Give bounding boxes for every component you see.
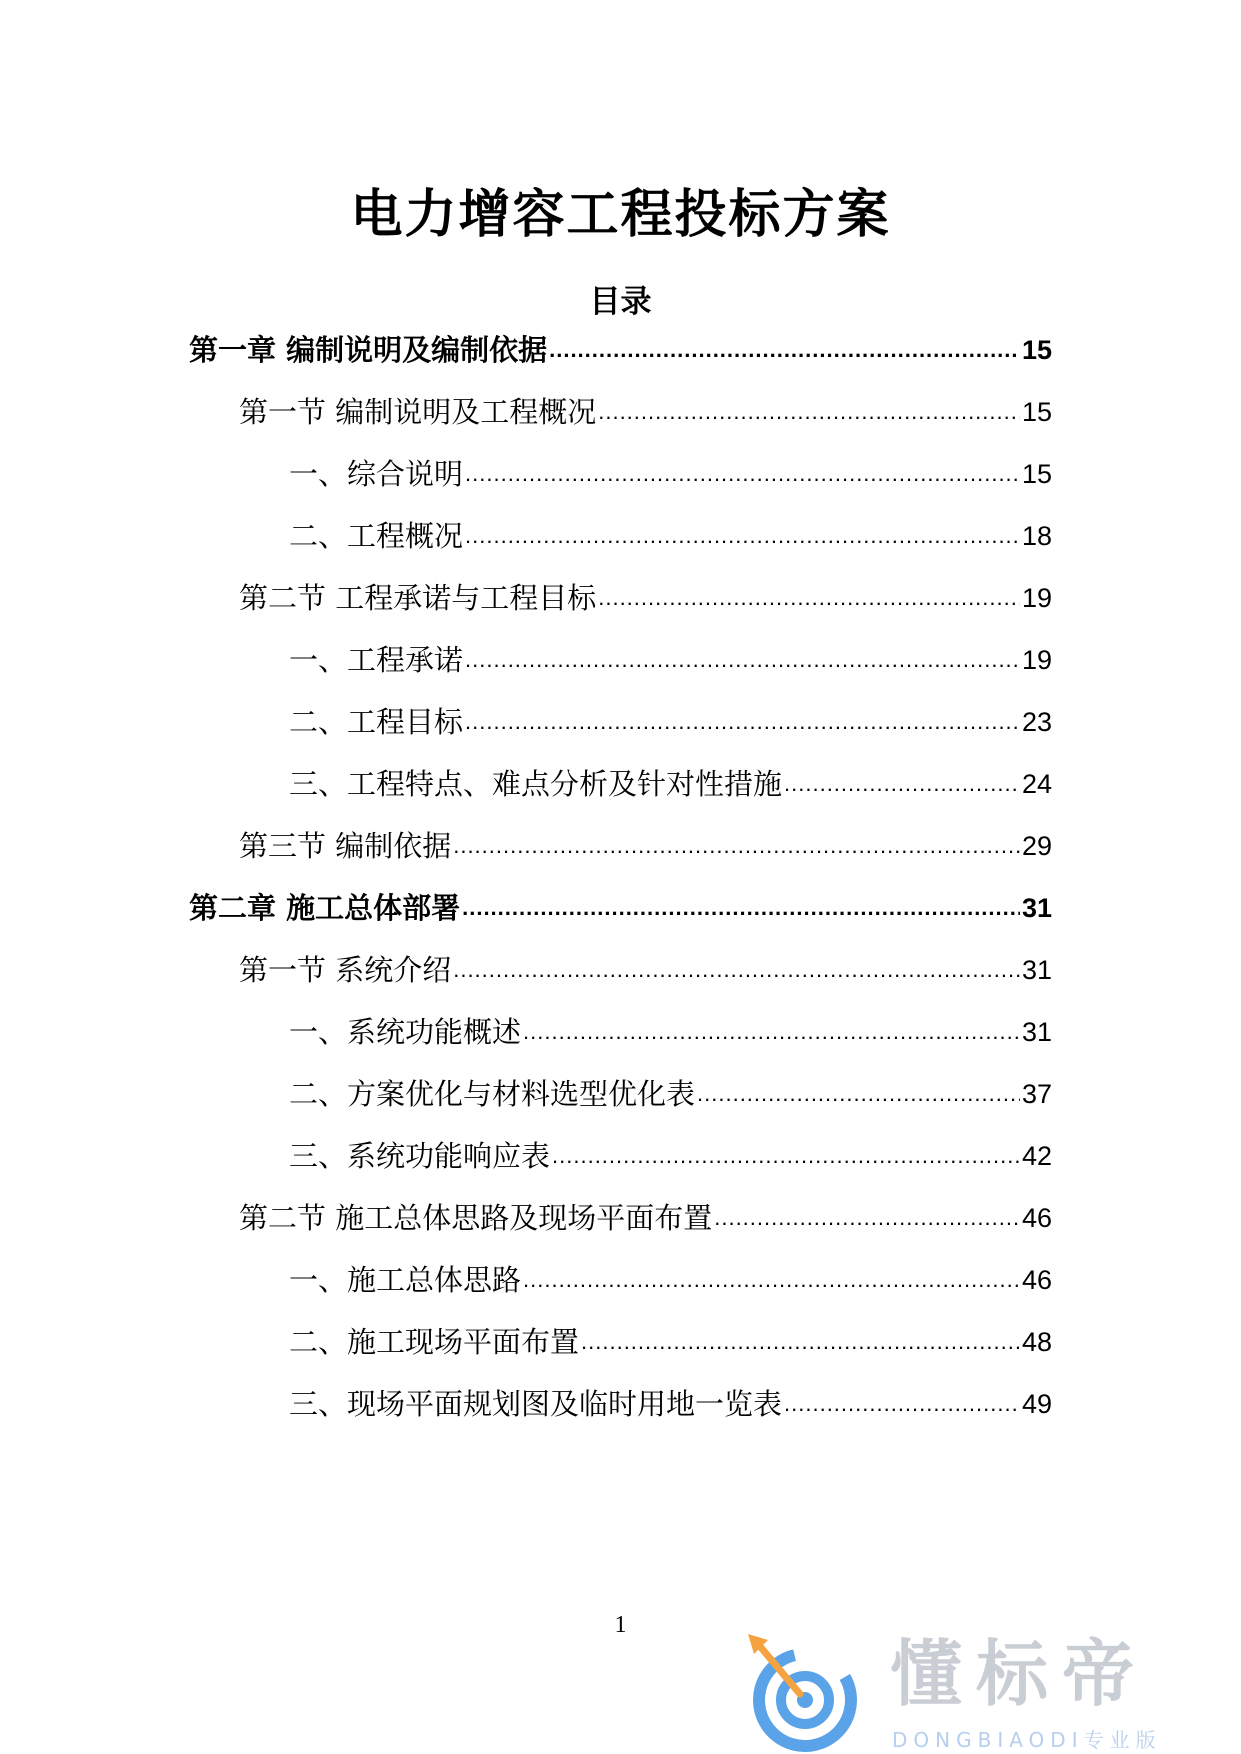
toc-entry[interactable] — [239, 574, 1052, 618]
toc-entry-page: 15 — [1021, 459, 1052, 489]
toc-dot-leader — [549, 334, 1020, 366]
watermark — [740, 1630, 1240, 1754]
toc-entry-label: 第二章 施工总体部署 — [189, 891, 461, 925]
toc-dot-leader — [784, 768, 1020, 800]
toc-entry-page: 37 — [1021, 1079, 1052, 1109]
toc-dot-leader — [598, 582, 1020, 614]
toc-entry[interactable] — [289, 1318, 1052, 1362]
toc-entry-label: 三、系统功能响应表 — [289, 1139, 551, 1173]
toc-dot-leader — [697, 1078, 1020, 1110]
toc-entry[interactable] — [239, 946, 1052, 990]
toc-entry-page: 19 — [1021, 645, 1052, 675]
toc-entry-label: 二、方案优化与材料选型优化表 — [289, 1077, 696, 1111]
page-number: 1 — [614, 1612, 627, 1638]
toc-entry[interactable] — [289, 512, 1052, 556]
toc-dot-leader — [465, 520, 1020, 552]
toc-dot-leader — [453, 830, 1020, 862]
toc-entry-label: 二、工程目标 — [289, 705, 464, 739]
toc-dot-leader — [465, 644, 1020, 676]
toc-entry-label: 第二节 施工总体思路及现场平面布置 — [239, 1201, 713, 1235]
toc-entry[interactable] — [289, 1380, 1052, 1424]
toc-entry-page: 19 — [1021, 583, 1052, 613]
toc-entry-label: 二、施工现场平面布置 — [289, 1325, 580, 1359]
toc-entry[interactable] — [289, 760, 1052, 804]
toc-dot-leader — [581, 1326, 1020, 1358]
toc-entry[interactable] — [189, 884, 1052, 928]
toc-entry-label: 第一节 系统介绍 — [239, 953, 452, 987]
toc-entry[interactable] — [289, 450, 1052, 494]
toc-entry-label: 一、工程承诺 — [289, 643, 464, 677]
toc-entry[interactable] — [239, 1194, 1052, 1238]
toc-dot-leader — [784, 1388, 1020, 1420]
toc-entry-page: 23 — [1021, 707, 1052, 737]
toc-entry-label: 三、工程特点、难点分析及针对性措施 — [289, 767, 783, 801]
toc-entry-label: 第一章 编制说明及编制依据 — [189, 333, 548, 367]
toc-entry-page: 31 — [1021, 955, 1052, 985]
toc-entry[interactable] — [289, 1008, 1052, 1052]
toc-dot-leader — [714, 1202, 1020, 1234]
target-arrow-logo-icon — [740, 1630, 870, 1754]
toc-entry-page: 49 — [1021, 1389, 1052, 1419]
toc-entry[interactable] — [289, 1070, 1052, 1114]
toc-dot-leader — [465, 458, 1020, 490]
toc-entry-page: 24 — [1021, 769, 1052, 799]
toc-entry-label: 一、施工总体思路 — [289, 1263, 522, 1297]
toc-entry-page: 46 — [1021, 1265, 1052, 1295]
watermark-subtitle: DONGBIAODI专业版 — [892, 1728, 1162, 1752]
toc-entry[interactable] — [289, 698, 1052, 742]
toc-dot-leader — [552, 1140, 1020, 1172]
toc-entry-page: 31 — [1021, 893, 1052, 923]
toc-dot-leader — [523, 1016, 1020, 1048]
toc-entry[interactable] — [289, 1132, 1052, 1176]
toc-entry[interactable] — [189, 326, 1052, 370]
toc-entry-page: 18 — [1021, 521, 1052, 551]
toc-entry-label: 第一节 编制说明及工程概况 — [239, 395, 597, 429]
toc-entry-page: 42 — [1021, 1141, 1052, 1171]
watermark-brand-text: 懂标帝 — [890, 1632, 1149, 1716]
toc-heading: 目录 — [589, 284, 652, 320]
toc-entry-page: 15 — [1021, 335, 1052, 365]
toc-entry-page: 46 — [1021, 1203, 1052, 1233]
toc-entry-label: 第二节 工程承诺与工程目标 — [239, 581, 597, 615]
document-title: 电力增容工程投标方案 — [350, 185, 891, 245]
toc-entry-label: 三、现场平面规划图及临时用地一览表 — [289, 1387, 783, 1421]
toc-entry[interactable] — [289, 636, 1052, 680]
toc-entry[interactable] — [239, 388, 1052, 432]
toc-dot-leader — [462, 892, 1020, 924]
toc-dot-leader — [465, 706, 1020, 738]
toc-entry-page: 29 — [1021, 831, 1052, 861]
toc-dot-leader — [453, 954, 1020, 986]
toc-dot-leader — [598, 396, 1020, 428]
toc-entry[interactable] — [239, 822, 1052, 866]
toc-entry-label: 一、综合说明 — [289, 457, 464, 491]
toc-entry-label: 第三节 编制依据 — [239, 829, 452, 863]
toc-entry-page: 31 — [1021, 1017, 1052, 1047]
toc-entry-label: 一、系统功能概述 — [289, 1015, 522, 1049]
toc-entry-page: 48 — [1021, 1327, 1052, 1357]
toc-entry-label: 二、工程概况 — [289, 519, 464, 553]
toc-dot-leader — [523, 1264, 1020, 1296]
toc-entry[interactable] — [289, 1256, 1052, 1300]
toc-entry-page: 15 — [1021, 397, 1052, 427]
